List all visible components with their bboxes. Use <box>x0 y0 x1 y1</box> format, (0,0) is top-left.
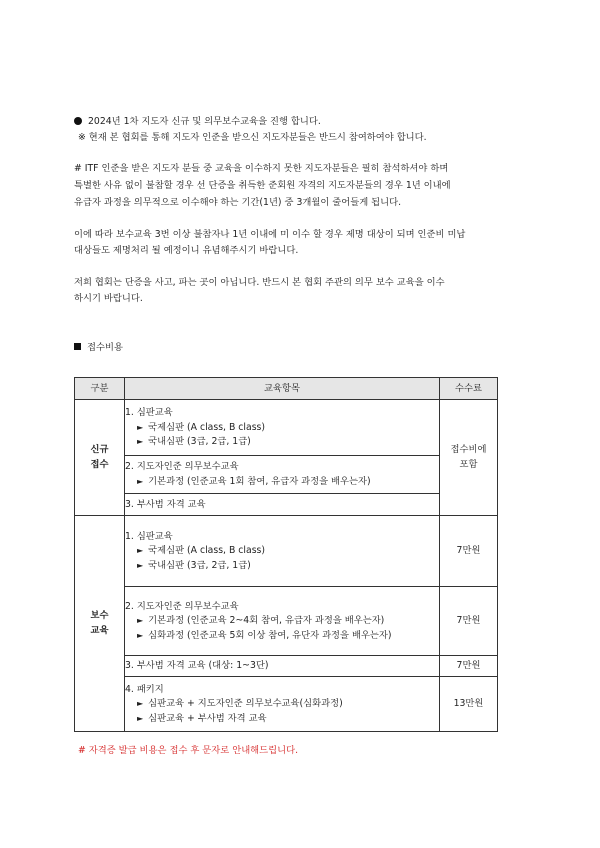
intro-line-2: ※ 현재 본 협회를 통해 지도자 인준을 받으신 지도자분들은 반드시 참여하여야 합니다. <box>78 132 427 143</box>
renewal-item-1: 1. 심판교육 ► 국제심판 (A class, B class) ► 국내심판 (3급, 2급, 1급) <box>125 516 440 587</box>
intro-line-1: 2024년 1차 지도자 신규 및 의무보수교육을 진행 합니다. <box>74 116 321 128</box>
renewal-item-4: 4. 패키지 ► 심판교육 + 지도자인준 의무보수교육(심화과정) ► 심판교육 + 부사범 자격 교육 <box>125 677 440 732</box>
category-new: 신규 접수 <box>75 400 125 516</box>
footnote: # 자격증 발급 비용은 접수 후 문자로 안내해드립니다. <box>78 745 299 756</box>
notice-p3-line-2: 하시기 바랍니다. <box>74 293 143 304</box>
fee-renewal-3: 7만원 <box>440 656 498 677</box>
table-row <box>75 516 498 587</box>
category-renewal: 보수 교육 <box>75 516 125 732</box>
table-header-row <box>75 378 498 400</box>
triangle-bullet-icon: ► <box>137 630 144 640</box>
table-row <box>75 494 498 516</box>
triangle-bullet-icon: ► <box>137 713 144 723</box>
triangle-bullet-icon: ► <box>137 560 144 570</box>
table-row <box>75 677 498 732</box>
renewal-item-3: 3. 부사범 자격 교육 (대상: 1~3단) <box>125 656 440 677</box>
bullet-dot-icon <box>74 117 82 125</box>
section-title: 접수비용 <box>74 342 123 354</box>
triangle-bullet-icon: ► <box>137 422 144 432</box>
fee-table <box>74 377 498 732</box>
notice-p1-line-2: 특별한 사유 없이 불참할 경우 선 단증을 취득한 준회원 자격의 지도자분들의 경우 1년 이내에 <box>74 180 451 191</box>
table-row <box>75 656 498 677</box>
table-row <box>75 587 498 656</box>
table-row <box>75 400 498 456</box>
new-item-3: 3. 부사범 자격 교육 <box>125 494 440 516</box>
square-bullet-icon <box>74 343 81 350</box>
fee-renewal-1: 7만원 <box>440 516 498 587</box>
header-items: 교육항목 <box>125 378 440 400</box>
fee-renewal-4: 13만원 <box>440 677 498 732</box>
notice-p3-line-1: 저희 협회는 단증을 사고, 파는 곳이 아닙니다. 반드시 본 협회 주관의 의무 보수 교육을 이수 <box>74 277 445 288</box>
fee-new: 접수비에 포함 <box>440 400 498 516</box>
triangle-bullet-icon: ► <box>137 546 144 556</box>
notice-p1-line-3: 유급자 과정을 의무적으로 이수해야 하는 기간(1년) 중 3개월이 줄어들게 됩니다. <box>74 197 402 208</box>
triangle-bullet-icon: ► <box>137 437 144 447</box>
table-row <box>75 456 498 494</box>
triangle-bullet-icon: ► <box>137 616 144 626</box>
triangle-bullet-icon: ► <box>137 477 144 486</box>
renewal-item-2: 2. 지도자인준 의무보수교육 ► 기본과정 (인준교육 2~4회 참여, 유급자 과정을 배우는자) ► 심화과정 (인준교육 5회 이상 참여, 유단자 과정을 배우는자) <box>125 587 440 656</box>
new-item-2: 2. 지도자인준 의무보수교육 ► 기본과정 (인준교육 1회 참여, 유급자 과정을 배우는자) <box>125 456 440 494</box>
notice-p2-line-2: 대상들도 제명처리 될 예정이니 유념해주시기 바랍니다. <box>74 245 299 256</box>
header-category: 구분 <box>75 378 125 400</box>
fee-renewal-2: 7만원 <box>440 587 498 656</box>
header-fee: 수수료 <box>440 378 498 400</box>
notice-p2-line-1: 이에 따라 보수교육 3번 이상 불참자나 1년 이내에 미 이수 할 경우 제명 대상이 되며 인준비 미납 <box>74 229 466 240</box>
notice-p1-line-1: # ITF 인준을 받은 지도자 분들 중 교육을 이수하지 못한 지도자분들은 필히 참석하셔야 하며 <box>74 163 449 174</box>
new-item-1: 1. 심판교육 ► 국제심판 (A class, B class) ► 국내심판 (3급, 2급, 1급) <box>125 400 440 456</box>
triangle-bullet-icon: ► <box>137 699 144 709</box>
